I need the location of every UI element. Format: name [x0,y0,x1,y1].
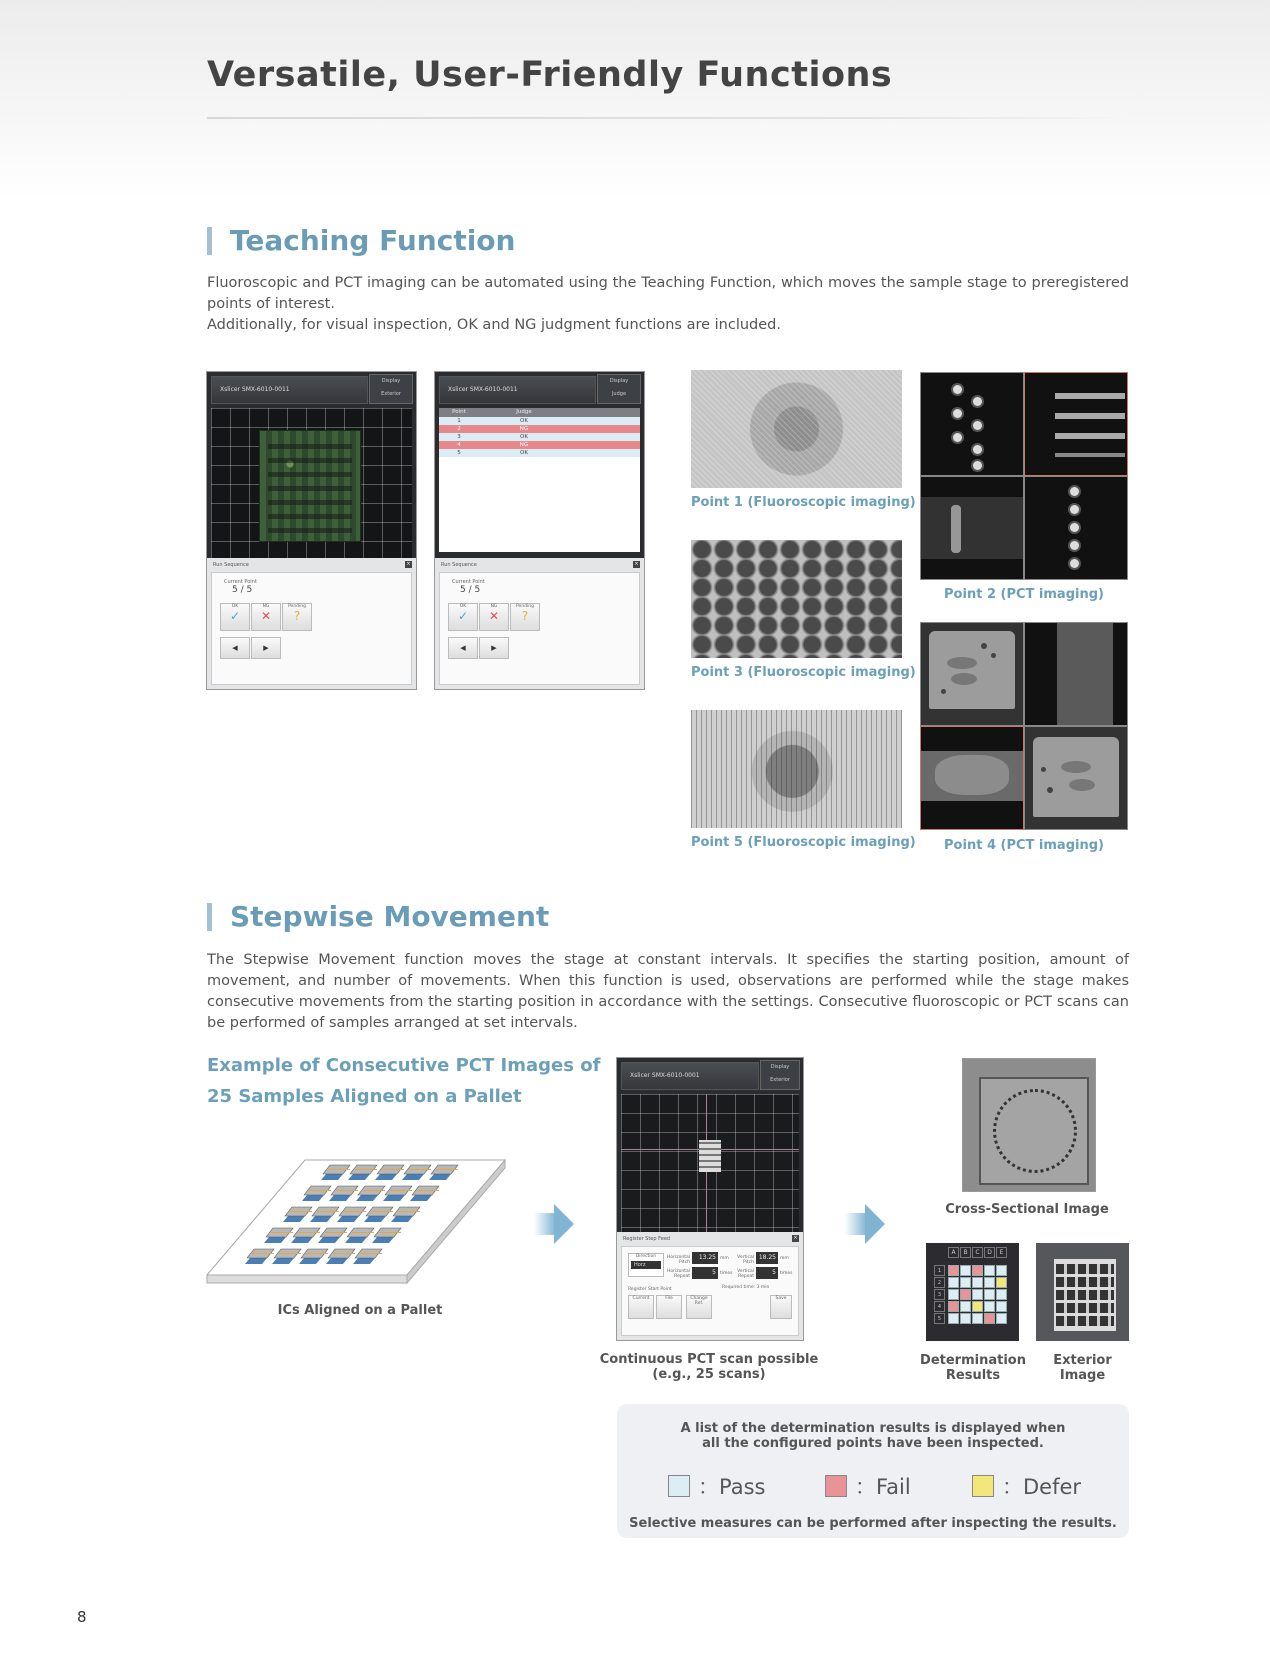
x-icon: ✕ [488,609,500,623]
legend-text-line-2: all the configured points have been inspected. [702,1436,1044,1451]
v-pitch-input[interactable]: 18.25 [756,1252,778,1264]
page-title: Versatile, User-Friendly Functions [207,55,893,95]
ng-button[interactable] [251,603,281,631]
current-point-value: 5 / 5 [460,585,481,595]
grid-cell-pass[interactable] [972,1313,983,1324]
grid-row-header: 1 [934,1265,945,1276]
current-point-label: Current Point [452,579,485,585]
display-value: Exterior [770,1077,790,1083]
point3-fluoroscopic-image [691,540,902,658]
screen-header: Xslicer SMX-6010-0011 [439,376,596,404]
grid-cell-pass[interactable] [996,1301,1007,1312]
heading-bar [207,903,212,931]
v-repeat-input[interactable]: 5 [756,1267,778,1279]
table-row[interactable] [439,417,640,425]
run-sequence-title: Run Sequence [213,562,249,568]
close-icon[interactable]: × [406,561,411,567]
start-point-label: Register Start Point [628,1287,672,1292]
step-feed-screen [616,1057,804,1341]
grid-col-header: C [972,1247,983,1258]
row-point: 2 [457,426,461,432]
fail-swatch [825,1475,847,1497]
v-repeat-unit: times [780,1271,793,1276]
legend-fail [825,1471,911,1501]
row-point: 3 [457,434,461,440]
header-background [0,0,1270,200]
cross-sectional-image [962,1058,1096,1192]
next-button[interactable]: ▶ [479,637,509,659]
grid-cell-fail[interactable] [984,1313,995,1324]
results-legend-box [617,1404,1129,1538]
row-judge: OK [520,450,528,456]
grid-cell-pass[interactable] [972,1277,983,1288]
stepwise-section-heading [207,900,549,933]
screen-header: Xslicer SMX-6010-0001 [621,1062,759,1090]
ng-button[interactable] [479,603,509,631]
v-pitch-unit: mm [780,1256,789,1261]
grid-cell-pass[interactable] [984,1301,995,1312]
grid-cell-pass[interactable] [984,1289,995,1300]
grid-cell-pass[interactable] [948,1277,959,1288]
display-label: Display [609,378,629,384]
file-button[interactable] [656,1295,682,1319]
current-label: Current [632,1296,650,1301]
display-dropdown[interactable] [597,374,641,404]
grid-cell-pass[interactable] [984,1277,995,1288]
point1-fluoroscopic-image [691,370,902,488]
determination-caption-line-1: Determination [920,1353,1026,1368]
grid-row-header: 5 [934,1313,945,1324]
run-sequence-panel [207,558,416,689]
display-value: Exterior [381,391,401,397]
grid-cell-pass[interactable] [960,1277,971,1288]
pct-view-front [920,476,1024,580]
grid-cell-fail[interactable] [960,1289,971,1300]
v-repeat-label: Vertical Repeat [737,1269,754,1279]
run-sequence-title: Run Sequence [441,562,477,568]
teaching-screen-judge [434,371,645,690]
sample-array [699,1140,721,1172]
pct-view-axial [920,622,1024,726]
table-row[interactable] [439,441,640,449]
teaching-screen-exterior [206,371,417,690]
row-judge: NG [519,426,529,432]
pct-view-front [920,726,1024,830]
col-point: Point [452,409,466,415]
pct-view-3d [1024,726,1128,830]
grid-col-header: D [984,1247,995,1258]
point5-fluoroscopic-image [691,710,902,828]
change-ref-button[interactable] [686,1295,712,1319]
file-label: File [665,1296,673,1301]
x-icon: ✕ [260,609,272,623]
grid-cell-pass[interactable] [996,1265,1007,1276]
ok-label: OK [231,604,239,609]
arrow-right-icon [845,1204,885,1244]
defer-label: ：Defer [1002,1475,1082,1499]
ok-button[interactable] [220,603,250,631]
h-repeat-unit: times [720,1271,733,1276]
point2-caption: Point 2 (PCT imaging) [944,587,1104,602]
ng-label: NG [490,604,498,609]
grid-cell-pass[interactable] [948,1313,959,1324]
grid-cell-fail[interactable] [948,1301,959,1312]
teaching-paragraph-line-2: Additionally, for visual inspection, OK and NG judgment functions are included. [207,317,781,333]
legend-footer: Selective measures can be performed after inspecting the results. [629,1516,1117,1531]
pct-view-side [1024,622,1128,726]
row-judge: OK [520,434,528,440]
heading-bar [207,227,212,255]
camera-view [211,408,412,578]
pallet-caption: ICs Aligned on a Pallet [277,1303,443,1318]
ok-label: OK [459,604,467,609]
col-judge: Judge [516,409,532,415]
grid-cell-pass[interactable] [984,1265,995,1276]
example-title-line-1: Example of Consecutive PCT Images of [207,1055,601,1076]
h-pitch-label: Horizontal Pitch [667,1255,690,1265]
grid-cell-pass[interactable] [948,1289,959,1300]
required-time: Required time: 3 min [722,1285,770,1290]
defer-swatch [972,1475,994,1497]
grid-col-header: E [996,1247,1007,1258]
point3-caption: Point 3 (Fluoroscopic imaging) [691,665,916,680]
ng-label: NG [262,604,270,609]
grid-col-header: B [960,1247,971,1258]
stepwise-paragraph: The Stepwise Movement function moves the stage at constant intervals. It specifies the starting position, amount of movement, and number of movements. When this function is used, observations are performed while the stage makes consecutive movements from the starting position in accordance with the settings. Consecutive fluoroscopic or PCT scans can be performed of samples arranged at set intervals. [207,952,1129,1031]
grid-cell-pass[interactable] [996,1289,1007,1300]
save-label: Save [775,1296,787,1301]
determination-caption [912,1353,1034,1383]
pct-view-side [1024,372,1128,476]
teaching-paragraph-line-1: Fluoroscopic and PCT imaging can be automated using the Teaching Function, which moves the sample stage to preregistered points of interest. [207,275,1129,312]
pending-label: Pending [516,604,534,609]
exterior-caption-line-2: Image [1059,1368,1106,1383]
check-icon: ✓ [229,609,241,623]
exterior-caption-line-1: Exterior [1053,1353,1112,1368]
pct-view-3d [1024,476,1128,580]
row-point: 1 [457,418,461,424]
teaching-paragraph [207,273,1129,336]
point4-pct-image [920,622,1128,829]
grid-cell-defer[interactable] [972,1301,983,1312]
row-judge: OK [520,418,528,424]
scan-caption [596,1352,822,1382]
pallet-illustration [205,1155,515,1290]
determination-results-grid [926,1243,1019,1341]
run-sequence-panel [435,558,644,689]
display-value: Judge [611,391,627,397]
direction-value: Horz [631,1261,661,1269]
save-button[interactable] [770,1295,792,1319]
h-repeat-label: Horizontal Repeat [667,1269,690,1279]
h-repeat-input[interactable]: 5 [692,1267,718,1279]
display-label: Display [770,1064,790,1070]
grid-cell-fail[interactable] [948,1265,959,1276]
point5-caption: Point 5 (Fluoroscopic imaging) [691,835,916,850]
title-divider [207,117,1137,119]
exterior-image [1036,1243,1129,1341]
panel-title: Register Step Feed [623,1236,671,1242]
display-dropdown[interactable] [760,1060,800,1090]
grid-row-header: 3 [934,1289,945,1300]
fail-label: ：Fail [855,1475,911,1499]
scan-caption-line-2: (e.g., 25 scans) [652,1367,766,1382]
cross-section-caption: Cross-Sectional Image [945,1202,1109,1217]
pass-swatch [668,1475,690,1497]
change-ref-label: Change Ref. [690,1296,708,1306]
judge-table [439,408,640,552]
current-point-label: Current Point [224,579,257,585]
current-point-value: 5 / 5 [232,585,253,595]
page-number: 8 [77,1608,87,1626]
h-pitch-input[interactable]: 13.25 [692,1252,718,1264]
stepwise-title: Stepwise Movement [230,900,550,933]
scan-caption-line-1: Continuous PCT scan possible [599,1352,819,1367]
pending-button[interactable] [510,603,540,631]
grid-col-header: A [948,1247,959,1258]
current-button[interactable] [628,1295,654,1319]
pending-button[interactable] [282,603,312,631]
example-title [207,1050,600,1112]
h-pitch-unit: mm [720,1256,729,1261]
grid-cell-pass[interactable] [960,1313,971,1324]
prev-button[interactable]: ◀ [448,637,478,659]
next-button[interactable]: ▶ [251,637,281,659]
grid-cell-defer[interactable] [996,1277,1007,1288]
ok-button[interactable] [448,603,478,631]
question-icon: ? [293,609,301,623]
row-point: 5 [457,450,461,456]
teaching-title: Teaching Function [230,224,516,257]
judge-table-header [439,408,640,417]
screen-header: Xslicer SMX-6010-0011 [211,376,368,404]
arrow-right-icon [534,1204,574,1244]
circuit-board-image [259,430,361,542]
table-row[interactable] [439,433,640,441]
point1-caption: Point 1 (Fluoroscopic imaging) [691,495,916,510]
direction-select[interactable] [628,1253,664,1277]
exterior-caption [1036,1353,1129,1383]
pct-view-axial [920,372,1024,476]
grid-cell-pass[interactable] [996,1313,1007,1324]
legend-pass [668,1471,765,1501]
pending-label: Pending [288,604,306,609]
grid-cell-pass[interactable] [960,1265,971,1276]
display-label: Display [381,378,401,384]
v-pitch-label: Vertical Pitch [737,1255,754,1265]
table-row[interactable] [439,449,640,457]
register-step-feed-panel [617,1232,803,1340]
prev-button[interactable]: ◀ [220,637,250,659]
direction-label: Direction [635,1254,657,1259]
teaching-section-heading [207,224,515,257]
pass-label: ：Pass [698,1475,766,1499]
point2-pct-image [920,372,1128,579]
example-title-line-2: 25 Samples Aligned on a Pallet [207,1086,522,1107]
legend-text-line-1: A list of the determination results is displayed when [680,1421,1066,1436]
grid-cell-fail[interactable] [972,1265,983,1276]
close-icon[interactable]: × [634,561,639,567]
table-row[interactable] [439,425,640,433]
legend-defer [972,1471,1081,1501]
grid-cell-pass[interactable] [960,1301,971,1312]
check-icon: ✓ [457,609,469,623]
grid-row-header: 4 [934,1301,945,1312]
close-icon[interactable]: × [793,1235,798,1241]
determination-caption-line-2: Results [945,1368,1001,1383]
question-icon: ? [521,609,529,623]
point4-caption: Point 4 (PCT imaging) [944,838,1104,853]
row-judge: NG [519,442,529,448]
row-point: 4 [457,442,461,448]
grid-cell-pass[interactable] [972,1289,983,1300]
display-dropdown[interactable] [369,374,413,404]
grid-row-header: 2 [934,1277,945,1288]
